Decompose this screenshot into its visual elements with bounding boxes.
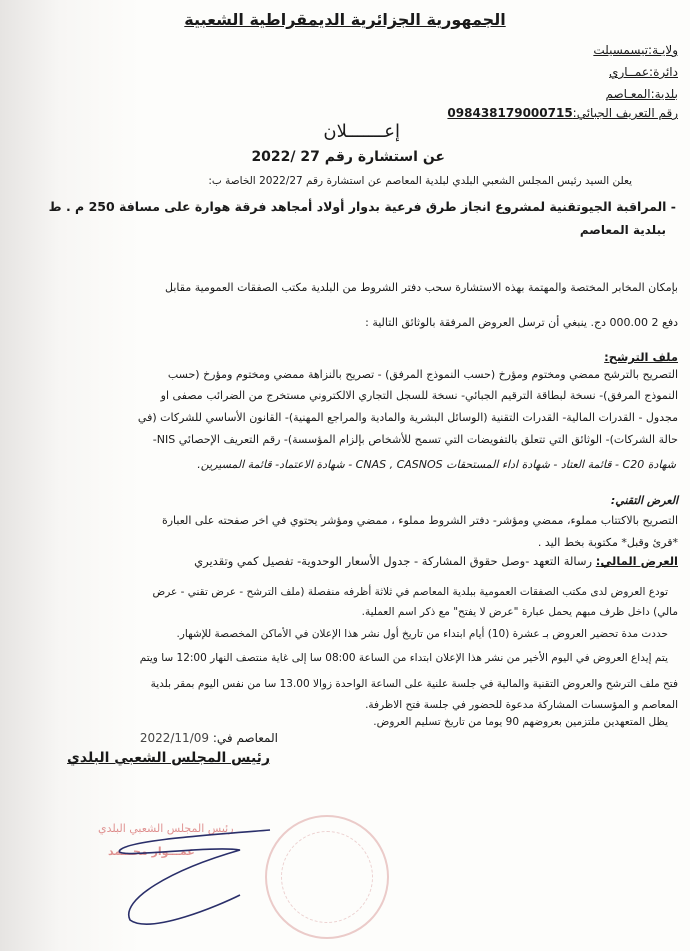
- availability-line-2: دفع 2 000.00 دج. ينبغي أن ترسل العروض المرفقة بالوثائق التالية :: [365, 316, 678, 329]
- technical-heading: العرض التقني:: [610, 494, 678, 507]
- condition-line: المعاصم و المؤسسات المشاركة مدعوة للحضور في جلسة فتح الاظرفة.: [365, 699, 678, 711]
- candidature-line: التصريح بالترشح ممضي ومختوم ومؤرخ (حسب النموذج المرفق) - تصريح بالنزاهة ممضي ومختوم ومؤرخ (حسب: [167, 368, 678, 381]
- republic-heading: الجمهورية الجزائرية الديمقراطية الشعبية: [184, 10, 506, 29]
- signatory-title: رئيس المجلس الشعبي البلدي: [67, 750, 270, 766]
- condition-line: تودع العروض لدى مكتب الصفقات العمومية ببلدية المعاصم في ثلاثة أظرفه منفصلة (ملف الترشح - عرض تقني - عرض: [152, 586, 668, 598]
- condition-line: يتم إيداع العروض في اليوم الأخير من نشر هذا الإعلان ابتداء من الساعة 08:00 سا إلى غاية منتصف النهار 12:00 سا ويتم: [139, 652, 668, 664]
- signature-date: 2022/11/09: [139, 731, 210, 745]
- condition-line: مالي) داخل ظرف مبهم يحمل عبارة "عرض لا يفتح" مع ذكر اسم العملية.: [361, 606, 678, 618]
- financial-text: رسالة التعهد -وصل حقوق المشاركة - جدول الأسعار الوحدوية- تفصيل كمي وتقديري: [194, 554, 596, 568]
- financial-heading: العرض المالي:: [595, 554, 678, 568]
- place-label: المعاصم في:: [212, 731, 278, 745]
- candidature-line: النموذج المرفق)- نسخة لبطاقة الترقيم الجبائي- نسخة للسجل التجاري الالكتروني مستخرج من الضرائب مصفى او: [160, 389, 678, 402]
- financial-line: [194, 553, 678, 569]
- project-line-1: - المراقبة الجيوتقنية لمشروع انجاز طرق فرعية بدوار أولاد أمجاهد فرقة هوارة على مسافة 250 م . ط: [48, 199, 676, 214]
- handwritten-signature: [90, 810, 290, 930]
- condition-line: حددت مدة تحضير العروض بـ عشرة (10) أيام ابتداء من تاريخ أول نشر هذا الإعلان في الأماكن المخصصة للإشهار.: [176, 628, 668, 640]
- intro-text: يعلن السيد رئيس المجلس الشعبي البلدي لبلدية المعاصم عن استشارة رقم 2022/27 الخاصة ب:: [208, 175, 632, 187]
- daira: دائرة:عمــاري: [609, 65, 678, 79]
- availability-line-1: بإمكان المخابر المختصة والمهتمة بهذه الاستشارة سحب دفتر الشروط من البلدية مكتب الصفقات العمومية مقابل: [165, 281, 678, 294]
- candidature-line: مجدول - القدرات المالية- القدرات التقنية (الوسائل البشرية والمادية والمراجع المهنية)- القانون الأساسي للشركات (في: [137, 411, 678, 424]
- condition-line: فتح ملف الترشح والعروض التقنية والمالية في جلسة علنية على الساعة الواحدة زوالا 13.00 سا من نفس اليوم بمقر بلدية: [150, 678, 678, 690]
- stamp-name-line-1: رئيس المجلس الشعبي البلدي: [98, 822, 234, 835]
- wilaya: ولايـة:تيسمسيلت: [593, 43, 678, 57]
- candidature-line: حالة الشركات)- الوثائق التي تتعلق بالتفويضات التي تسمح للأشخاص بإلزام المؤسسة)- رقم التعريف الإحصائي NIS-: [152, 433, 678, 446]
- consultation-number: عن استشارة رقم 27 /2022: [251, 149, 445, 165]
- condition-line: يظل المتعهدين ملتزمين بعروضهم 90 يوما من تاريخ تسليم العروض.: [373, 716, 668, 728]
- technical-line: *قرئ وقبل* مكتوبة بخط اليد .: [537, 536, 678, 549]
- signature-date-line: [140, 730, 278, 746]
- technical-line: التصريح بالاكتتاب مملوء، ممضي ومؤشر- دفتر الشروط مملوء ، ممضي ومؤشر يحتوي في اخر صفحته على العبارة: [161, 514, 678, 527]
- nif-label: رقم التعريف الجبائي:: [572, 106, 678, 120]
- nif-line: [447, 105, 678, 121]
- nif-value: 098438179000715: [447, 106, 573, 120]
- announcement-title: إعـــــــلان: [323, 121, 400, 142]
- project-line-2: ببلدية المعاصم: [579, 223, 666, 237]
- candidature-line: شهادة C20 - قائمة العتاد - شهادة اداء المستحقات CNAS , CASNOS - شهادة الاعتماد- قائمة المسيرين.: [197, 458, 676, 471]
- candidature-heading: ملف الترشح:: [604, 350, 678, 364]
- baladiya: بلدية:المعـاصم: [605, 87, 678, 101]
- stamp-name-line-2: عمـــوار محـــمد: [108, 845, 195, 858]
